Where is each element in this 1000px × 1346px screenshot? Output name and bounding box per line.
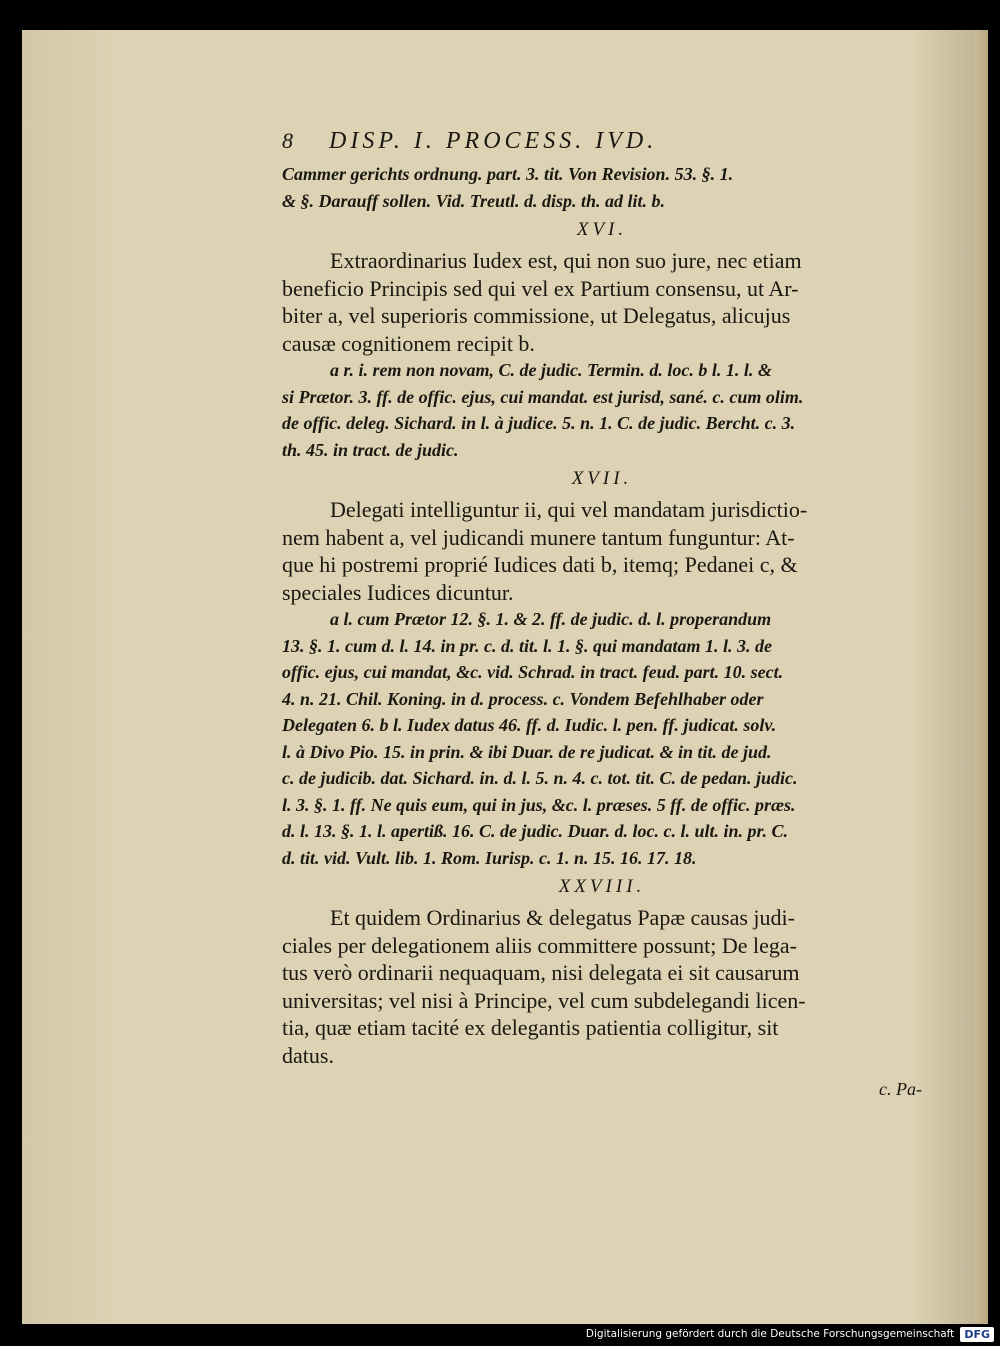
body-line: datus. (282, 1042, 334, 1068)
dfg-logo-icon: DFG (960, 1327, 994, 1342)
section-heading: XVI. (576, 219, 628, 240)
text-block (282, 128, 922, 1100)
note-line: si Prætor. 3. ff. de offic. ejus, cui mandat. est jurisd, sané. c. cum olim. (282, 386, 804, 407)
note-line: l. 3. §. 1. ff. Ne quis eum, qui in jus, &c. l. præses. 5 ff. de offic. præs. (282, 794, 796, 815)
body-line: beneficio Principis sed qui vel ex Partium consensu, ut Ar- (282, 275, 799, 301)
body-line: Et quidem Ordinarius & delegatus Papæ causas judi- (330, 905, 795, 930)
body-line: tus verò ordinarii nequaquam, nisi delegata ei sit causarum (282, 960, 800, 985)
note-line: l. à Divo Pio. 15. in prin. & ibi Duar. de re judicat. & in tit. de jud. (282, 741, 772, 762)
body-line: causæ cognitionem recipit b. (282, 330, 535, 356)
body-line: nem habent a, vel judicandi munere tantum funguntur: At- (282, 524, 795, 550)
body-line: tia, quæ etiam tacité ex delegantis patientia colligitur, sit (282, 1015, 779, 1040)
note-line: Delegaten 6. b l. Iudex datus 46. ff. d. Iudic. l. pen. ff. judicat. solv. (282, 715, 777, 735)
running-title: DISP. I. PROCESS. IVD. (329, 128, 658, 154)
page-number: 8 (282, 128, 297, 153)
note-line: d. tit. vid. Vult. lib. 1. Rom. Iurisp. c. 1. n. 15. 16. 17. 18. (282, 847, 697, 868)
body-line: speciales Iudices dicuntur. (282, 579, 514, 605)
opening-line: Cammer gerichts ordnung. part. 3. tit. Von Revision. 53. §. 1. (282, 164, 734, 184)
note-line: 4. n. 21. Chil. Koning. in d. process. c. Vondem Befehlhaber oder (282, 688, 764, 709)
scanned-page (22, 30, 988, 1324)
section-heading: XVII. (571, 468, 633, 489)
funding-footer (586, 1324, 994, 1344)
body-line: que hi postremi proprié Iudices dati b, itemq; Pedanei c, & (282, 552, 798, 577)
footer-text: Digitalisierung gefördert durch die Deutsche Forschungsgemeinschaft (585, 1328, 955, 1340)
note-line: th. 45. in tract. de judic. (282, 439, 459, 460)
note-line: offic. ejus, cui mandat, &c. vid. Schrad. in tract. feud. part. 10. sect. (282, 662, 784, 682)
note-line: d. l. 13. §. 1. l. apertiß. 16. C. de judic. Duar. d. loc. c. l. ult. in. pr. C. (282, 821, 789, 841)
page-edge (974, 30, 988, 1324)
body-line: ciales per delegationem aliis committere possunt; De lega- (282, 932, 797, 958)
section-heading: XXVIII. (558, 876, 646, 897)
note-line: a r. i. rem non novam, C. de judic. Termin. d. loc. b l. 1. l. & (330, 360, 772, 380)
note-line: a l. cum Prætor 12. §. 1. & 2. ff. de judic. d. l. properandum (330, 609, 772, 629)
body-line: Delegati intelliguntur ii, qui vel mandatam jurisdictio- (330, 497, 808, 522)
catchword: c. Pa- (879, 1079, 922, 1099)
body-line: universitas; vel nisi à Principe, vel cum subdelegandi licen- (282, 987, 806, 1013)
body-line: Extraordinarius Iudex est, qui non suo jure, nec etiam (330, 248, 802, 273)
note-line: de offic. deleg. Sichard. in l. à judice. 5. n. 1. C. de judic. Bercht. c. 3. (282, 413, 796, 433)
note-line: 13. §. 1. cum d. l. 14. in pr. c. d. tit. l. 1. §. qui mandatam 1. l. 3. de (282, 635, 773, 656)
opening-line: & §. Darauff sollen. Vid. Treutl. d. disp. th. ad lit. b. (282, 190, 666, 211)
running-head (282, 128, 922, 155)
body-line: biter a, vel superioris commissione, ut Delegatus, alicujus (282, 303, 791, 328)
note-line: c. de judicib. dat. Sichard. in. d. l. 5. n. 4. c. tot. tit. C. de pedan. judic. (282, 768, 798, 788)
